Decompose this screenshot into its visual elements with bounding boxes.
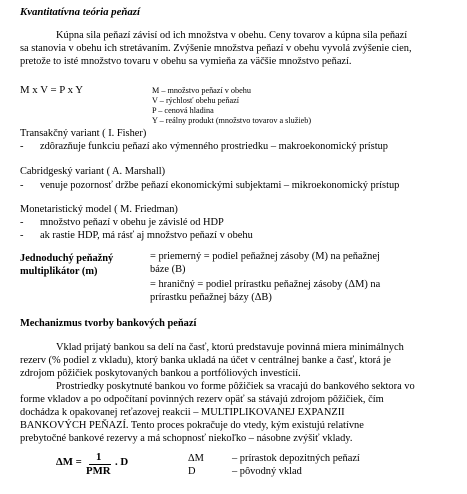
bullet-dash: - xyxy=(20,217,24,228)
quantity-equation: M x V = P x Y xyxy=(20,84,84,96)
paragraph-line: dochádza k opakovanej reťazovej reakcii – MULTIPLIKOVANEJ EXPANZII xyxy=(20,407,345,418)
formula-lhs: ΔM = xyxy=(56,456,82,468)
bullet-dash: - xyxy=(20,180,24,191)
variant-point xyxy=(20,230,253,242)
formula-deposit-factor: . D xyxy=(115,456,129,468)
section-title-bank-money: Mechanizmus tvorby bankových peňazí xyxy=(20,318,197,329)
intro-line: Kúpna sila peňazí závisí od ich množstva v obehu. Ceny tovarov a kúpna sila peňazí xyxy=(56,30,408,41)
bullet-dash: - xyxy=(20,141,24,152)
formula-legend-symbol: ΔM xyxy=(188,453,204,464)
paragraph-line: Prostriedky poskytnuté bankou vo forme pôžičiek sa vracajú do bankového sektora vo xyxy=(56,381,415,392)
variant-heading: Monetaristický model ( M. Friedman) xyxy=(20,204,178,215)
multiplier-average-def: = priemerný = podiel peňažnej zásoby (M) na peňažnej xyxy=(150,251,380,262)
paragraph-line: Vklad prijatý bankou sa delí na časť, ktorú predstavuje povinná miera minimálnych xyxy=(56,342,404,353)
paragraph-line: rezerv (% podiel z vkladu), ktorý banka ukladá na účet v centrálnej banke a časť, ktorá je xyxy=(20,355,391,366)
legend-line: M – množstvo peňazí v obehu xyxy=(152,86,251,95)
multiplier-marginal-def: = hraničný = podiel prírastku peňažnej zásoby (ΔM) na xyxy=(150,279,381,290)
formula-legend-text: – pôvodný vklad xyxy=(232,466,302,477)
formula-legend-symbol: D xyxy=(188,466,196,477)
multiplier-marginal-def: prírastku peňažnej bázy (ΔB) xyxy=(150,292,272,303)
formula-denominator: PMR xyxy=(86,465,111,477)
formula-numerator: 1 xyxy=(96,451,102,463)
intro-line: pretože to isté množstvo tovaru v obehu sa vymieňa za väčšie množstvo peňazí. xyxy=(20,56,352,67)
variant-heading: Cabridgeský variant ( A. Marshall) xyxy=(20,166,166,177)
legend-line: V – rýchlosť obehu peňazí xyxy=(152,96,240,105)
variant-heading: Transakčný variant ( I. Fisher) xyxy=(20,128,147,139)
formula-legend-text: – prírastok depozitných peňazí xyxy=(232,453,360,464)
variant-point-text: ak rastie HDP, má rásť aj množstvo peňazí v obehu xyxy=(40,230,253,241)
variant-point xyxy=(20,180,399,192)
multiplier-average-def: báze (B) xyxy=(150,264,186,275)
variant-point xyxy=(20,141,388,153)
variant-point-text: venuje pozornosť držbe peňazí ekonomickými subjektami – mikroekonomický prístup xyxy=(40,180,400,191)
bullet-dash: - xyxy=(20,230,24,241)
paragraph-line: BANKOVÝCH PEŇAZÍ. Tento proces pokračuje do vtedy, kým existujú relatívne xyxy=(20,420,364,431)
multiplier-label: multiplikátor (m) xyxy=(20,266,98,277)
variant-point-text: zdôrazňuje funkciu peňazí ako výmenného prostriedku – makroekonomický prístup xyxy=(40,141,388,152)
legend-line: P – cenová hladina xyxy=(152,106,214,115)
variant-point-text: množstvo peňazí v obehu je závislé od HDP xyxy=(40,217,224,228)
multiplier-label: Jednoduchý peňažný xyxy=(20,253,114,264)
paragraph-line: zdrojom pôžičiek poskytovaných bankou a portfóliových investícií. xyxy=(20,368,301,379)
section-title-quantity-theory: Kvantitatívna teória peňazí xyxy=(20,6,140,18)
paragraph-line: prebytočné bankové rezervy a má schopnosť niekoľko – násobne zvýšiť vklady. xyxy=(20,433,353,444)
legend-line: Y – reálny produkt (množstvo tovarov a služieb) xyxy=(152,116,312,125)
variant-point xyxy=(20,217,224,229)
paragraph-line: forme vkladov a po odpočítaní povinných rezerv opäť sa stávajú zdrojom pôžičiek, čím xyxy=(20,394,384,405)
intro-line: sa stanovia v obehu ich stretávaním. Zvýšenie množstva peňazí v obehu vyvolá zvýšenie cien, xyxy=(20,43,412,54)
